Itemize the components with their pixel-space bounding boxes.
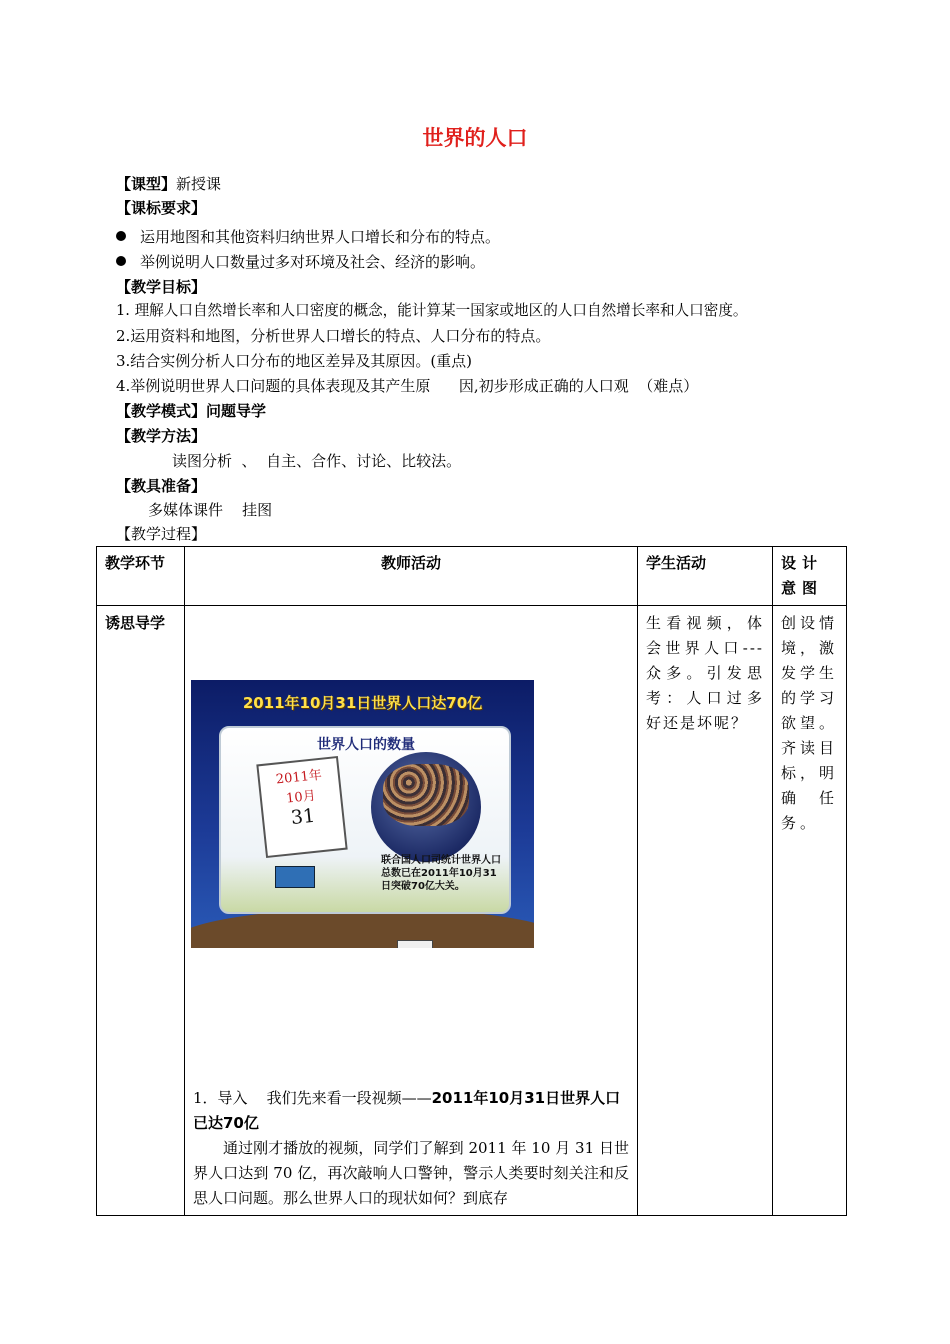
document-title: 世界的人口 (422, 126, 528, 150)
standard-item (116, 225, 500, 249)
header-student: 学生活动 (638, 547, 773, 606)
slide-title: 2011年10月31日世界人口达70亿 (242, 694, 483, 712)
standard-text: 运用地图和其他资料归纳世界人口增长和分布的特点。 (140, 228, 501, 246)
slide-panel (219, 726, 511, 914)
tools-value: 多媒体课件 挂图 (148, 501, 273, 519)
goal-item-3: 3.结合实例分析人口分布的地区差异及其原因。(重点) (116, 352, 473, 370)
process-label: 【教学过程】 (116, 525, 207, 543)
calendar-month: 10月 (285, 788, 317, 807)
mode-line (116, 399, 266, 423)
panel-title: 世界人口的数量 (317, 737, 415, 753)
header-intent: 设计意图 (773, 547, 847, 606)
goal-item-2: 2.运用资料和地图，分析世界人口增长的特点、人口分布的特点。 (116, 327, 551, 345)
method-value: 读图分析 、 自主、合作、讨论、比较法。 (172, 452, 462, 470)
video-button[interactable] (275, 866, 315, 888)
header-teacher: 教师活动 (185, 547, 638, 606)
house-icon (397, 940, 433, 948)
goal-item-1: 1. 理解人口自然增长率和人口密度的概念，能计算某一国家或地区的人口自然增长率和人口密度。 (116, 302, 748, 319)
mode-label: 【教学模式】 (116, 402, 207, 420)
course-type-line (116, 172, 221, 196)
cell-student: 生看视频，体会世界人口---众多。引发思考：人口过多好还是坏呢？ (638, 606, 773, 1216)
bullet-icon (116, 231, 126, 241)
header-stage: 教学环节 (97, 547, 185, 606)
crowd-photo (383, 764, 469, 826)
goal-item-4: 4.举例说明世界人口问题的具体表现及其产生原 因,初步形成正确的人口观 （难点） (116, 377, 699, 395)
standard-text: 举例说明人口数量过多对环境及社会、经济的影响。 (140, 253, 486, 271)
slide-caption: 联合国人口司统计世界人口总数已在2011年10月31日突破70亿大关。 (381, 855, 501, 892)
course-type-value: 新授课 (176, 175, 222, 193)
method-label: 【教学方法】 (116, 427, 207, 445)
bullet-icon (116, 256, 126, 266)
hill-graphic (191, 908, 534, 948)
teacher-heading-bold: 2011年10月31日世界人口已达70亿 (193, 1089, 621, 1132)
goals-label: 【教学目标】 (116, 278, 207, 296)
mode-value: 问题导学 (206, 402, 267, 420)
calendar-icon (256, 756, 347, 858)
course-type-label: 【课型】 (116, 175, 177, 193)
teacher-body: 通过刚才播放的视频，同学们了解到 2011 年 10 月 31 日世界人口达到 70 亿，再次敲响人口警钟，警示人类要时刻关注和反思人口问题。那么世界人口的现状如何？到底存 (193, 1139, 629, 1207)
cell-intent: 创设情境，激发学生的学习欲望。齐读目标，明确任务。 (773, 606, 847, 1216)
slide-image (191, 680, 534, 948)
teacher-heading (193, 1086, 629, 1136)
table-header-row (97, 547, 847, 606)
calendar-year: 2011年 (275, 767, 323, 788)
standard-item (116, 250, 485, 274)
teacher-heading-prefix: 1．导入 我们先来看一段视频—— (193, 1089, 432, 1107)
standards-label: 【课标要求】 (116, 199, 207, 217)
calendar-day: 31 (289, 804, 317, 830)
cell-stage: 诱思导学 (97, 606, 185, 1216)
tools-label: 【教具准备】 (116, 477, 207, 495)
